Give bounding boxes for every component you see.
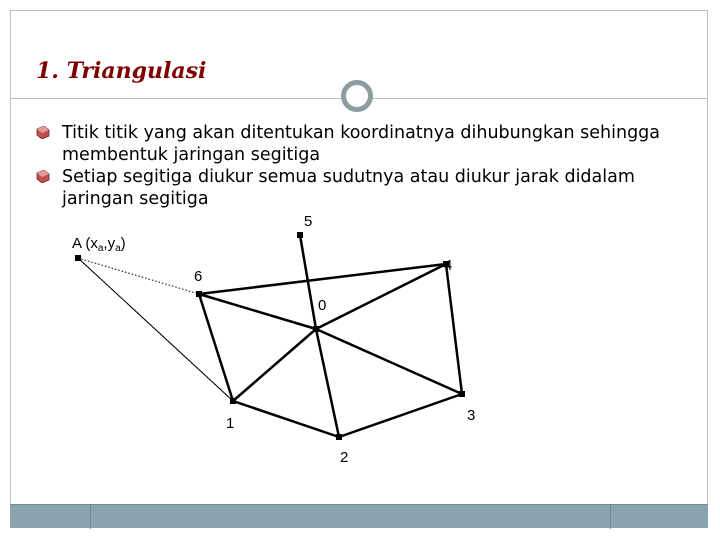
edge-0-3 [316,329,462,394]
points [75,232,465,440]
point-3-label: 3 [467,407,476,424]
edge-0-4 [316,264,446,329]
point-4-label: 4 [444,257,453,274]
edge-0-1 [233,329,316,401]
edge-0-2 [316,329,339,437]
bullet-text: Titik titik yang akan ditentukan koordinatnya dihubungkan sehingga membentuk jaringan segitiga [62,123,661,165]
edge-2-1 [233,401,339,437]
point-3-marker [459,391,465,397]
point-5-marker [297,232,303,238]
point-5-label: 5 [304,213,313,230]
point-a-label: A $(x_a,y_a)$ [72,235,126,254]
edge-3-2 [339,394,462,437]
slide-title: 1. Triangulasi [36,58,207,84]
bullet-text: Setiap segitiga diukur semua sudutnya atau diukur jarak didalam jaringan segitiga [62,167,635,209]
point-1-marker [230,398,236,404]
point-0-marker [313,326,319,332]
footer-bar [10,504,708,528]
edge-4-3 [446,264,462,394]
point-A-marker [75,255,81,261]
point-1-label: 1 [226,415,235,432]
edge-6-4 [199,264,446,294]
point-6-marker [196,291,202,297]
dotted-edge-A-6 [78,258,199,294]
point-6-label: 6 [194,268,203,285]
edge-6-0 [199,294,316,329]
point-2-label: 2 [340,449,349,466]
point-2-marker [336,434,342,440]
solid-edges [78,235,462,437]
footer-segment [90,505,611,529]
footer-segment [10,505,91,529]
point-0-label: 0 [318,297,327,314]
